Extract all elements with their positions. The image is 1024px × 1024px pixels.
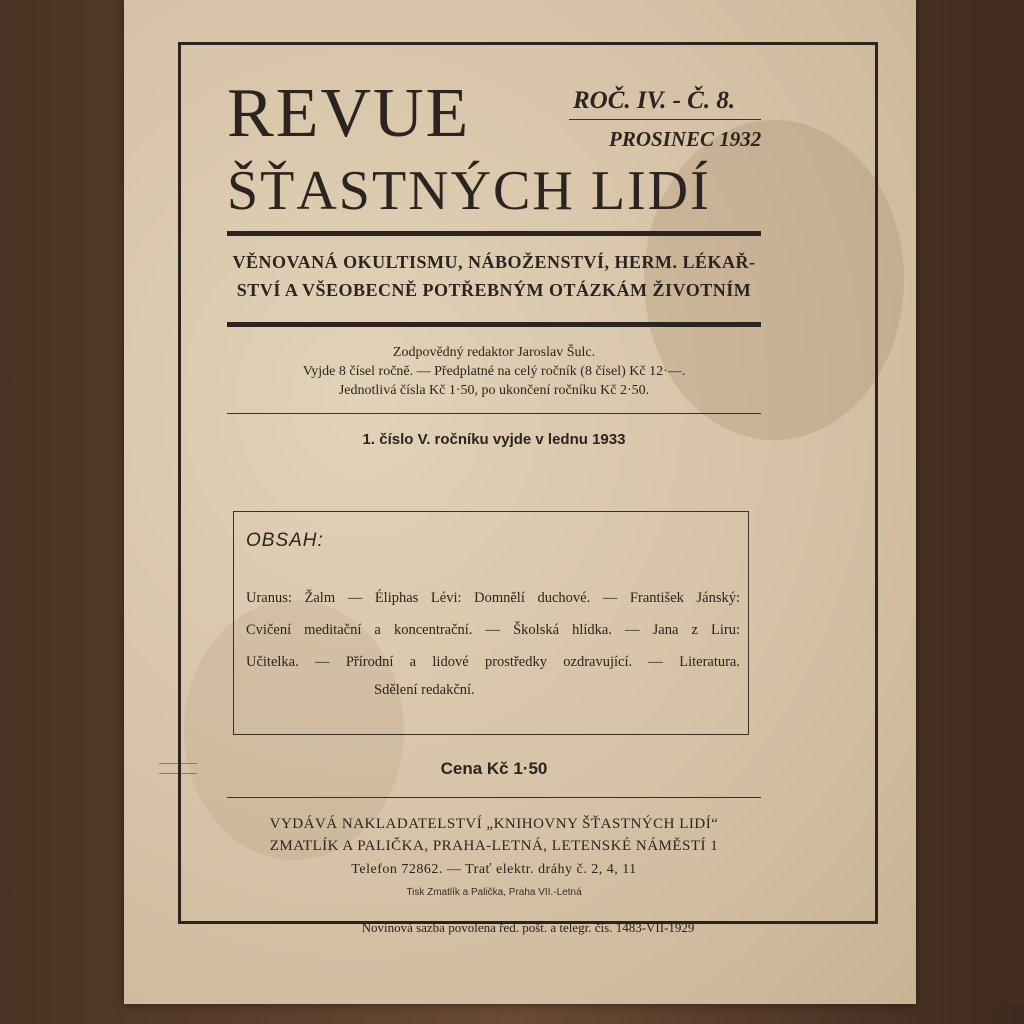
margin-mark bbox=[159, 773, 197, 774]
subscription-line: Vyjde 8 čísel ročně. — Předplatné na celý ročník (8 čísel) Kč 12·—. bbox=[302, 364, 686, 379]
printer-line: Tisk Zmatlík a Palička, Praha VII.-Letná bbox=[406, 887, 582, 898]
contents-line: Uranus: Žalm — Éliphas Lévi: Domnělí duchové. — František Jánský: bbox=[246, 590, 740, 606]
contents-line: Učitelka. — Přírodní a lidové prostředky ozdravující. — Literatura. bbox=[246, 654, 740, 670]
cover-frame bbox=[178, 42, 878, 924]
rule-top bbox=[227, 231, 761, 236]
editor-line: Zodpovědný redaktor Jaroslav Šulc. bbox=[392, 345, 596, 360]
next-issue-notice: 1. číslo V. ročníku vyjde v lednu 1933 bbox=[362, 431, 626, 448]
tagline-line-2: STVÍ A VŠEOBECNĚ POTŘEBNÝM OTÁZKÁM ŽIVOTNÍM bbox=[236, 280, 752, 300]
cover-price: Cena Kč 1·50 bbox=[440, 759, 548, 778]
contents-box bbox=[233, 511, 749, 735]
issue-rule bbox=[569, 119, 761, 120]
rule-price bbox=[227, 797, 761, 798]
contents-heading: OBSAH: bbox=[246, 530, 324, 551]
contents-line: Cvičení meditační a koncentrační. — Školská hlídka. — Jana z Liru: bbox=[246, 622, 740, 638]
rule-imprint bbox=[227, 413, 761, 414]
tagline-line-1: VĚNOVANÁ OKULTISMU, NÁBOŽENSTVÍ, HERM. LÉKAŘ- bbox=[232, 252, 756, 272]
masthead-title: REVUE bbox=[227, 75, 471, 152]
magazine-cover bbox=[124, 0, 916, 1004]
margin-mark bbox=[159, 763, 197, 764]
page-edge-shadow bbox=[984, 0, 1024, 1004]
publisher-line-3: Telefon 72862. — Trať elektr. dráhy č. 2, 4, 11 bbox=[351, 862, 637, 877]
rule-middle bbox=[227, 322, 761, 327]
contents-line: Sdělení redakční. bbox=[374, 682, 475, 698]
issue-date: PROSINEC 1932 bbox=[609, 127, 762, 151]
issue-number: ROČ. IV. - Č. 8. bbox=[573, 87, 736, 114]
publisher-line-2: ZMATLÍK A PALIČKA, PRAHA-LETNÁ, LETENSKÉ NÁMĚSTÍ 1 bbox=[269, 838, 719, 854]
publisher-line-1: VYDÁVÁ NAKLADATELSTVÍ „KNIHOVNY ŠŤASTNÝCH LIDÍ“ bbox=[269, 816, 719, 832]
masthead-subtitle: ŠŤASTNÝCH LIDÍ bbox=[227, 160, 711, 222]
postal-permit: Novinová sazba povolena řed. pošt. a telegr. čís. 1483-VII-1929 bbox=[361, 920, 695, 935]
single-price-line: Jednotlivá čísla Kč 1·50, po ukončení ročníku Kč 2·50. bbox=[338, 383, 650, 398]
